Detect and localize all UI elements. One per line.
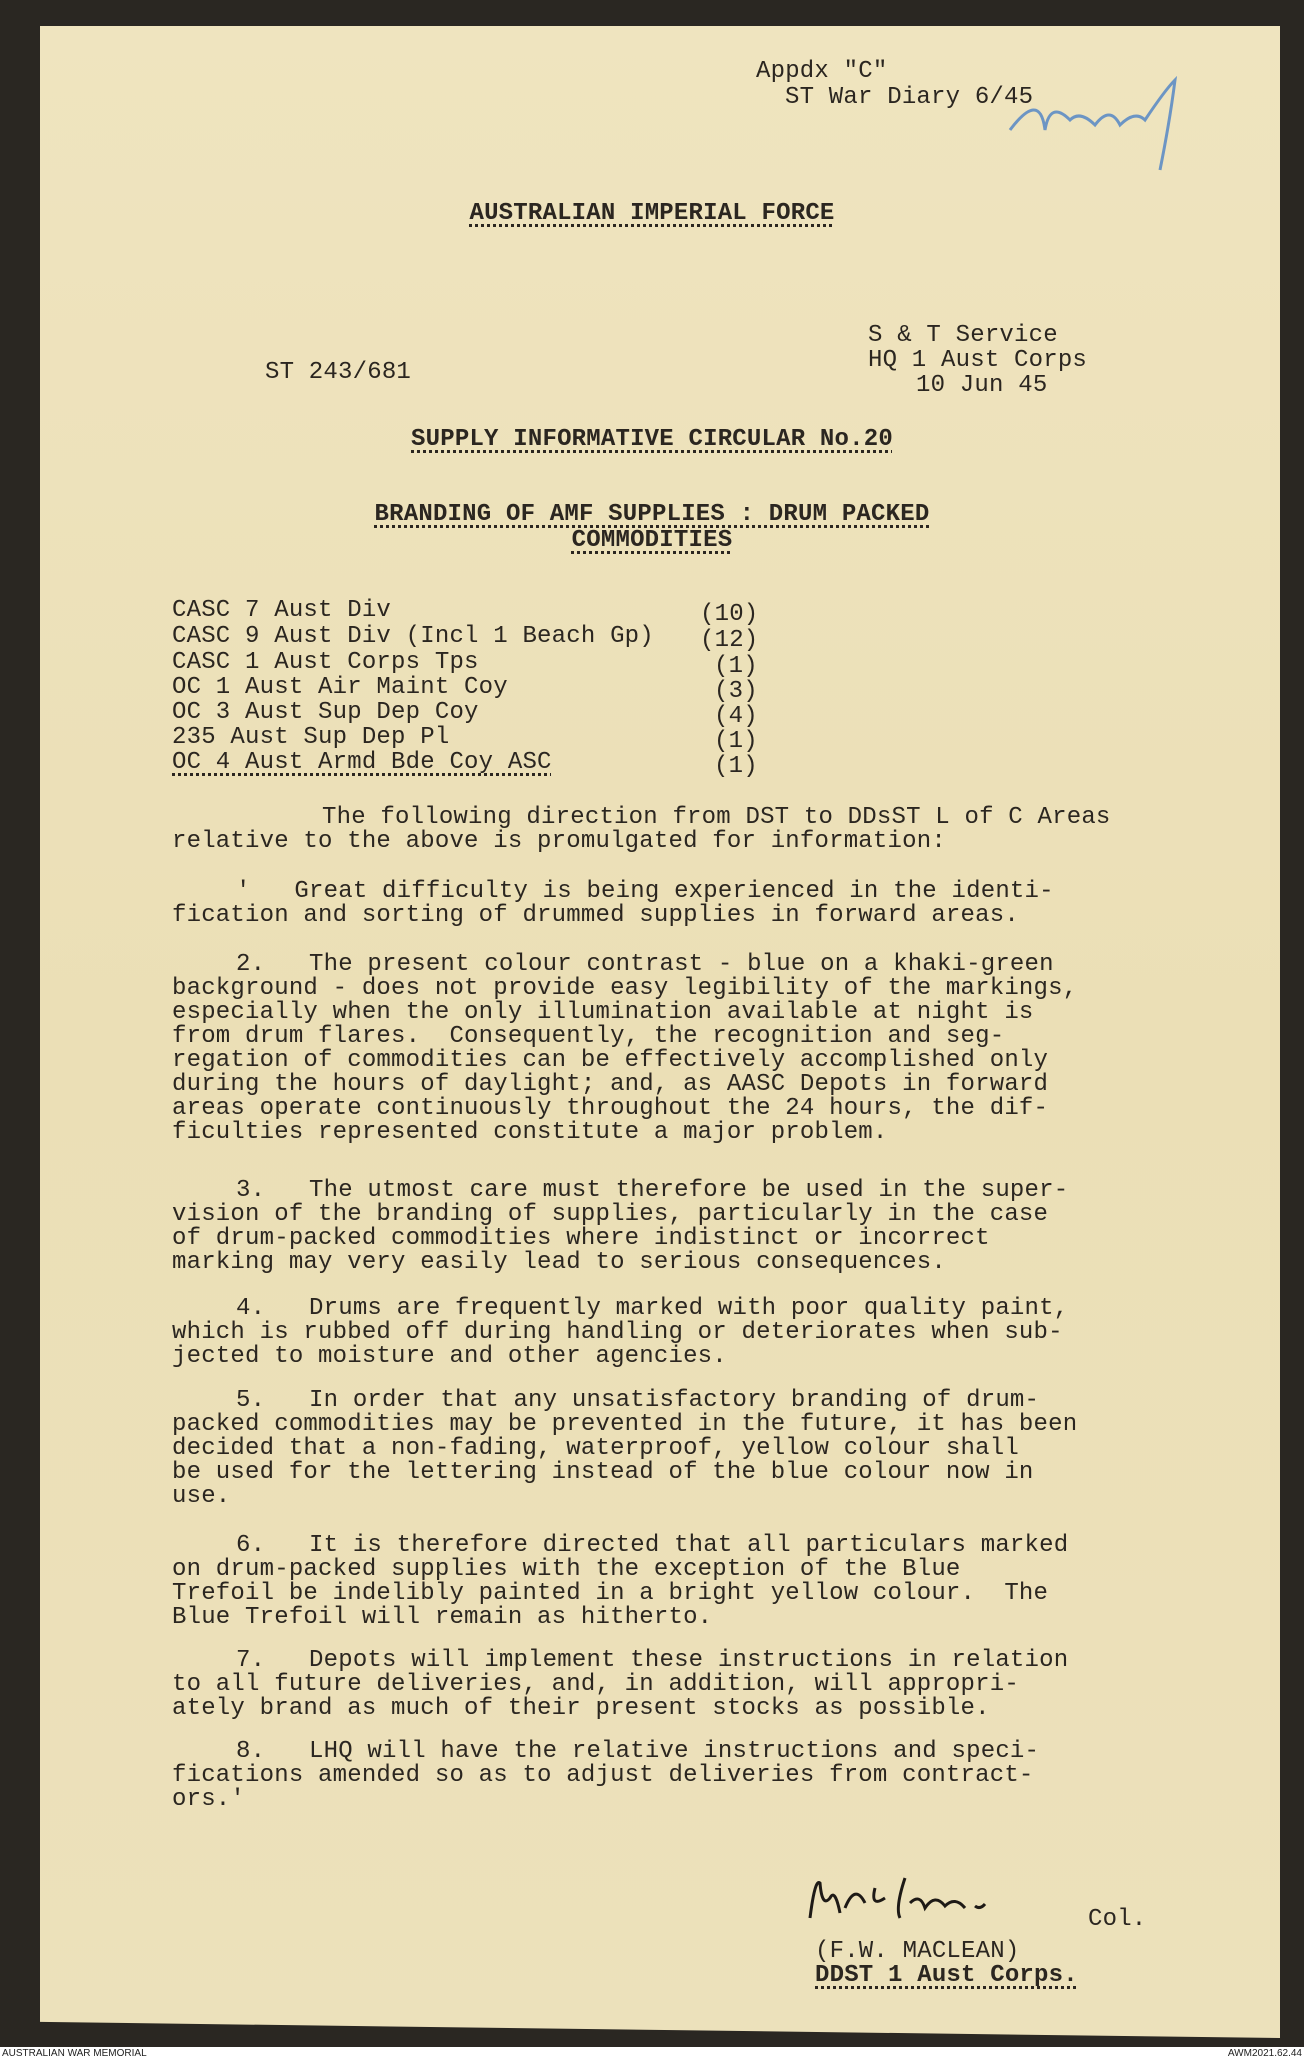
- distribution-unit: 235 Aust Sup Dep Pl: [172, 724, 450, 751]
- paragraph-line: vision of the branding of supplies, particularly in the case: [172, 1201, 1049, 1228]
- paragraph-line: 3. The utmost care must therefore be used in the super-: [236, 1177, 1069, 1204]
- distribution-copies: (12): [700, 627, 759, 654]
- paragraph-line: on drum-packed supplies with the exception of the Blue: [172, 1556, 961, 1583]
- paragraph-line: be used for the lettering instead of the blue colour now in: [172, 1459, 1034, 1486]
- paragraph-line: ors.': [172, 1786, 246, 1813]
- paragraph-line: fications amended so as to adjust deliveries from contract-: [172, 1762, 1034, 1789]
- distribution-unit: CASC 7 Aust Div: [172, 597, 392, 624]
- subject-line-2: COMMODITIES: [571, 527, 733, 554]
- distribution-unit: OC 3 Aust Sup Dep Coy: [172, 699, 479, 726]
- paragraph-line: 6. It is therefore directed that all particulars marked: [236, 1532, 1069, 1559]
- paragraph-line: 2. The present colour contrast - blue on a khaki-green: [236, 951, 1054, 978]
- distribution-copies: (10): [700, 601, 759, 628]
- paragraph-line: areas operate continuously throughout the 24 hours, the dif-: [172, 1095, 1049, 1122]
- war-diary-label: ST War Diary 6/45: [785, 84, 1034, 111]
- distribution-copies: (3): [714, 678, 758, 705]
- paragraph-line: ficulties represented constitute a major problem.: [172, 1119, 888, 1146]
- distribution-unit: CASC 9 Aust Div (Incl 1 Beach Gp): [172, 623, 654, 650]
- footer-bar: [0, 2047, 1304, 2061]
- paragraph-line: especially when the only illumination available at night is: [172, 999, 1034, 1026]
- subject-line-1: BRANDING OF AMF SUPPLIES : DRUM PACKED: [374, 501, 930, 528]
- paragraph-line: 5. In order that any unsatisfactory branding of drum-: [236, 1387, 1040, 1414]
- paragraph-line: 8. LHQ will have the relative instructions and speci-: [236, 1738, 1040, 1765]
- paragraph-line: to all future deliveries, and, in addition, will appropri-: [172, 1671, 1019, 1698]
- intro-line: The following direction from DST to DDsST L of C Areas: [322, 804, 1111, 831]
- handwritten-signature: [800, 1868, 1050, 1928]
- document-date: 10 Jun 45: [916, 372, 1048, 399]
- distribution-unit: OC 4 Aust Armd Bde Coy ASC: [172, 749, 552, 776]
- paragraph-line: from drum flares. Consequently, the recognition and seg-: [172, 1023, 1005, 1050]
- sender-hq: HQ 1 Aust Corps: [868, 347, 1088, 374]
- paragraph-line: Trefoil be indelibly painted in a bright yellow colour. The: [172, 1580, 1049, 1607]
- paragraph-line: decided that a non-fading, waterproof, yellow colour shall: [172, 1435, 1019, 1462]
- paragraph-line: jected to moisture and other agencies.: [172, 1343, 727, 1370]
- signatory-rank: Col.: [1088, 1906, 1147, 1933]
- intro-line: relative to the above is promulgated for information:: [172, 828, 946, 855]
- paragraph-line: which is rubbed off during handling or deteriorates when sub-: [172, 1319, 1063, 1346]
- handwritten-diary-annotation: [1000, 70, 1200, 180]
- paragraph-line: ately brand as much of their present stocks as possible.: [172, 1695, 990, 1722]
- reference-number: ST 243/681: [265, 359, 412, 386]
- footer-accession-number: AWM2021.62.44: [1227, 2048, 1302, 2059]
- paragraph-line: packed commodities may be prevented in the future, it has been: [172, 1411, 1078, 1438]
- sender-unit: S & T Service: [868, 322, 1058, 349]
- paragraph-line: marking may very easily lead to serious consequences.: [172, 1249, 946, 1276]
- circular-title: SUPPLY INFORMATIVE CIRCULAR No.20: [411, 426, 893, 453]
- footer-institution: AUSTRALIAN WAR MEMORIAL: [2, 2048, 147, 2059]
- paragraph-line: of drum-packed commodities where indistinct or incorrect: [172, 1225, 990, 1252]
- appendix-label: Appdx "C": [756, 58, 888, 85]
- signatory-title: DDST 1 Aust Corps.: [815, 1962, 1078, 1989]
- distribution-unit: CASC 1 Aust Corps Tps: [172, 649, 479, 676]
- distribution-copies: (4): [714, 703, 758, 730]
- paragraph-line: fication and sorting of drummed supplies in forward areas.: [172, 902, 1019, 929]
- paragraph-line: during the hours of daylight; and, as AASC Depots in forward: [172, 1071, 1049, 1098]
- signatory-name: (F.W. MACLEAN): [815, 1938, 1020, 1965]
- distribution-copies: (1): [714, 653, 758, 680]
- distribution-unit: OC 1 Aust Air Maint Coy: [172, 674, 508, 701]
- paragraph-line: ' Great difficulty is being experienced in the identi-: [236, 878, 1054, 905]
- paragraph-line: regation of commodities can be effectively accomplished only: [172, 1047, 1049, 1074]
- document-title: AUSTRALIAN IMPERIAL FORCE: [469, 200, 835, 227]
- distribution-copies: (1): [714, 753, 758, 780]
- paragraph-line: use.: [172, 1483, 231, 1510]
- paragraph-line: 4. Drums are frequently marked with poor quality paint,: [236, 1295, 1069, 1322]
- paragraph-line: Blue Trefoil will remain as hitherto.: [172, 1604, 713, 1631]
- paragraph-line: 7. Depots will implement these instructions in relation: [236, 1647, 1069, 1674]
- paragraph-line: background - does not provide easy legibility of the markings,: [172, 975, 1078, 1002]
- distribution-copies: (1): [714, 728, 758, 755]
